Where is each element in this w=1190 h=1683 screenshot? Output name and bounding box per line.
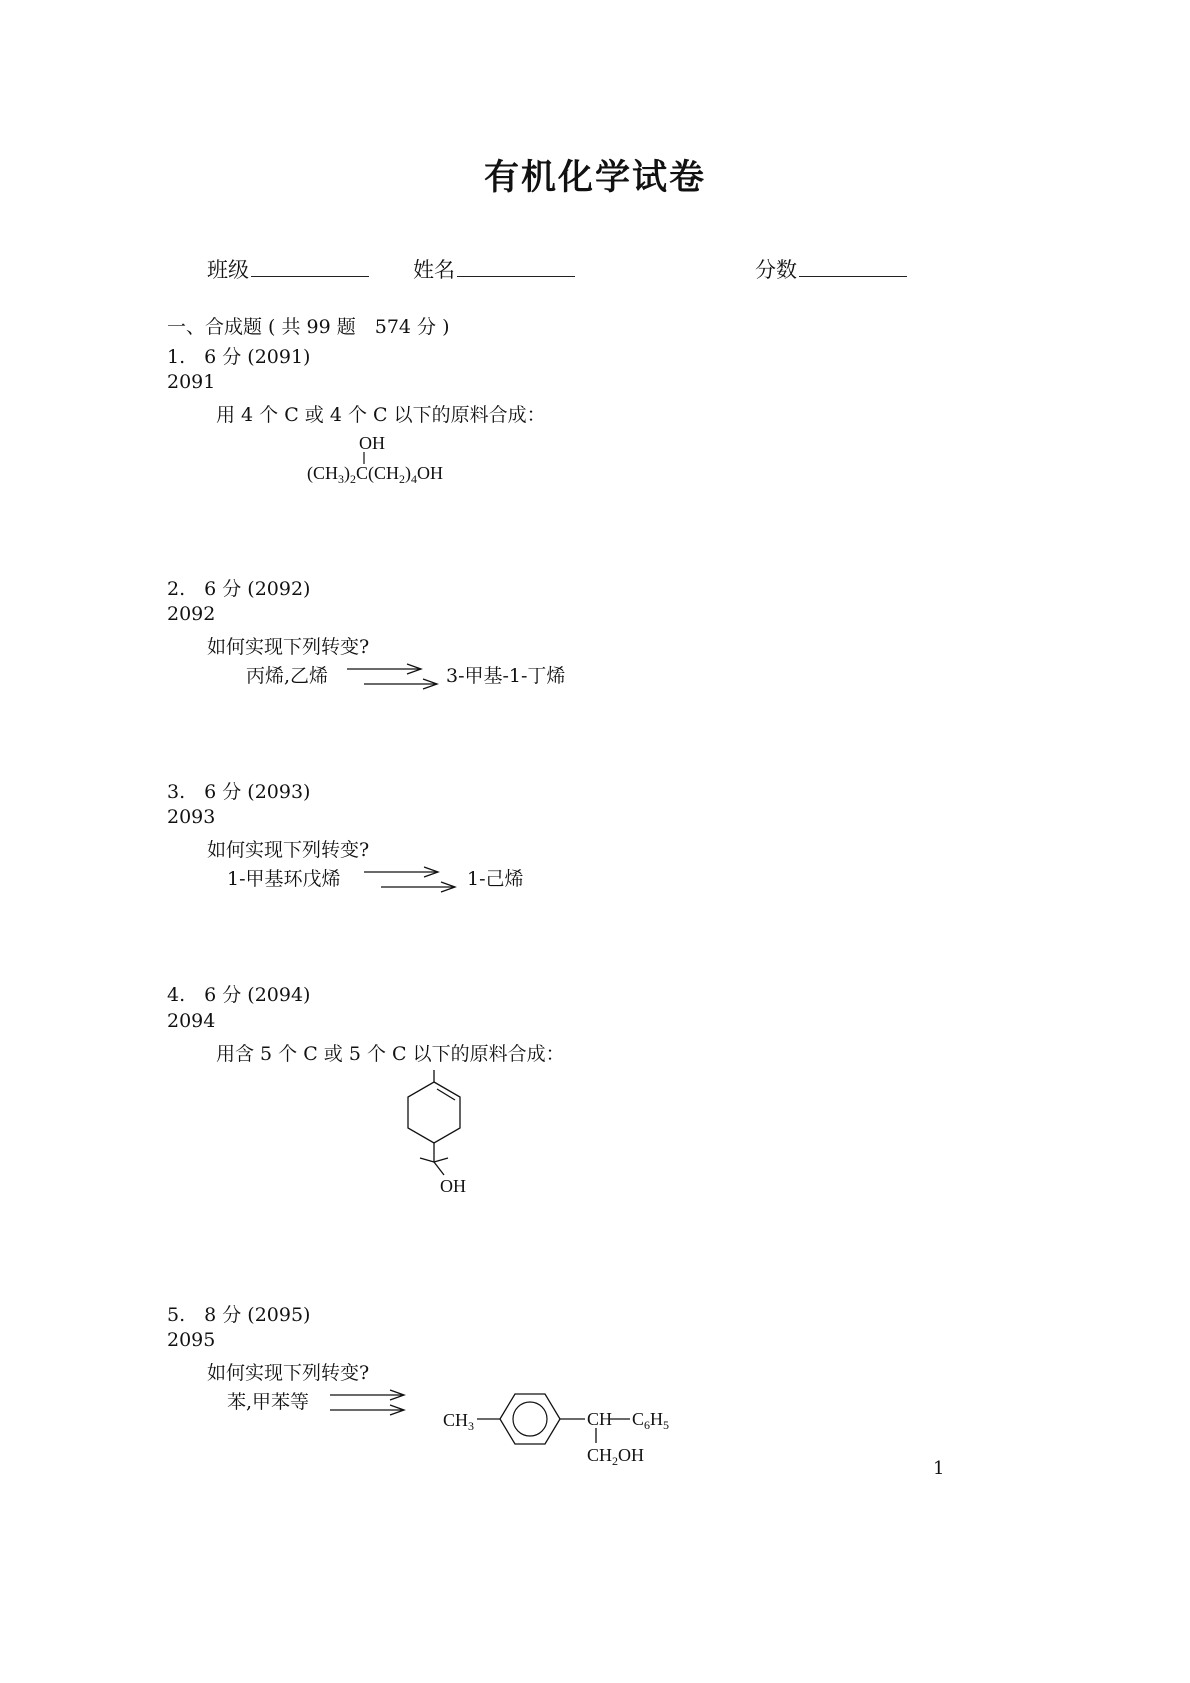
- question-3-prompt: 如何实现下列转变?: [207, 839, 370, 861]
- question-3-header: 3. 6 分 (2093): [167, 781, 311, 803]
- question-1-prompt: 用 4 个 C 或 4 个 C 以下的原料合成：: [216, 404, 546, 426]
- q5-reactant: 苯,甲苯等: [227, 1391, 310, 1413]
- q1-oh-label: OH: [359, 433, 385, 453]
- q5-ch2oh-label: $CH_2OH$: [587, 1445, 645, 1468]
- name-label: 姓名: [413, 258, 455, 282]
- question-3-code: 2093: [167, 806, 216, 828]
- question-5-prompt: 如何实现下列转变?: [207, 1362, 370, 1384]
- q2-product: 3-甲基-1-丁烯: [446, 665, 566, 687]
- q5-phenyl-label: $C_6H_5$: [632, 1409, 670, 1432]
- q5-methyl-label: $CH_3$: [443, 1410, 475, 1433]
- page-title: 有机化学试卷: [483, 158, 706, 198]
- score-label: 分数: [755, 258, 797, 282]
- question-1-header: 1. 6 分 (2091): [167, 346, 311, 368]
- question-5-header: 5. 8 分 (2095): [167, 1304, 311, 1326]
- question-4-code: 2094: [167, 1010, 216, 1032]
- question-5-code: 2095: [167, 1329, 216, 1351]
- q2-reactant: 丙烯,乙烯: [246, 665, 329, 687]
- q3-product: 1-己烯: [467, 868, 524, 890]
- class-label: 班级: [207, 258, 249, 282]
- section-heading: 一、合成题 ( 共 99 题 574 分 ): [167, 316, 450, 338]
- q1-formula: $(CH_3)_2C(CH_2)_4OH$: [307, 463, 444, 486]
- question-2-prompt: 如何实现下列转变?: [207, 636, 370, 658]
- question-4-header: 4. 6 分 (2094): [167, 984, 311, 1006]
- q4-oh-label: OH: [440, 1176, 466, 1196]
- q5-ch-label: CH: [587, 1409, 613, 1429]
- page-number: 1: [933, 1458, 945, 1479]
- question-1-code: 2091: [167, 371, 216, 393]
- question-4-prompt: 用含 5 个 C 或 5 个 C 以下的原料合成：: [216, 1043, 565, 1065]
- question-2-header: 2. 6 分 (2092): [167, 578, 311, 600]
- question-2-code: 2092: [167, 603, 216, 625]
- q3-reactant: 1-甲基环戊烯: [227, 868, 341, 890]
